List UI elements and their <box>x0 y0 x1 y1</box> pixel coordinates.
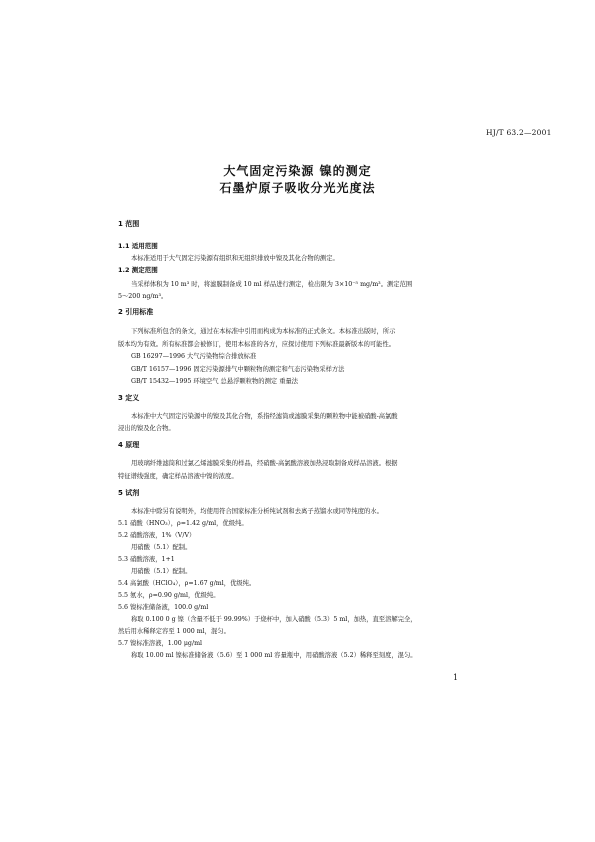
section-3-text-1: 本标准中大气固定污染源中的镍及其化合物，系指经滤筒或滤膜采集的颗粒物中能被硝酸-高氯酸 <box>131 413 398 420</box>
section-4-heading: 4 原理 <box>118 441 140 449</box>
section-1-2-text-1: 当采样体积为 10 m³ 时，将滤膜制备成 10 ml 样品进行测定，检出限为 3×10⁻⁵ mg/m³。测定范围 <box>131 281 413 288</box>
section-3-text-2: 浸出的镍及化合物。 <box>118 425 175 432</box>
title-line-1: 大气固定污染源 镍的测定 <box>223 164 372 178</box>
reagent-5-2: 5.2 硝酸溶液，1%（V/V） <box>118 532 196 539</box>
reagent-5-2-desc: 用硝酸（5.1）配制。 <box>131 544 192 551</box>
section-4-text-1: 用玻璃纤维滤筒和过氯乙烯滤膜采集的样品，经硝酸-高氯酸溶液加热浸取制备成样品溶液。根据 <box>131 460 398 467</box>
section-1-2-heading: 1.2 测定范围 <box>118 266 158 274</box>
reagent-5-3-desc: 用硝酸（5.1）配制。 <box>131 568 192 575</box>
section-4-text-2: 特征谱线强度，确定样品溶液中镍的浓度。 <box>118 473 238 480</box>
reagent-5-1: 5.1 硝酸（HNO₃），ρ=1.42 g/ml，优级纯。 <box>118 520 248 527</box>
reagent-5-7: 5.7 镍标准溶液，1.00 μg/ml <box>118 640 203 647</box>
section-1-heading: 1 范围 <box>118 220 140 228</box>
section-2-ref-3: GB/T 15432—1995 环境空气 总悬浮颗粒物的测定 重量法 <box>131 378 299 385</box>
section-5-heading: 5 试剂 <box>118 489 140 497</box>
section-1-1-heading: 1.1 适用范围 <box>118 242 158 250</box>
reagent-5-6-desc-1: 称取 0.100 0 g 镍（含量不低于 99.99%）于烧杯中，加入硝酸（5.3）5 ml，加热，直至溶解完全， <box>131 616 417 623</box>
reagent-5-6: 5.6 镍标准储备液，100.0 g/ml <box>118 604 209 611</box>
section-5-intro: 本标准中除另有说明外，均使用符合国家标准分析纯试剂和去离子蒸馏水或同等纯度的水。 <box>131 508 383 515</box>
section-2-ref-1: GB 16297—1996 大气污染物综合排放标准 <box>131 353 257 360</box>
reagent-5-5: 5.5 氨水，ρ=0.90 g/ml，优级纯。 <box>118 592 220 599</box>
section-2-heading: 2 引用标准 <box>118 308 154 316</box>
section-2-ref-2: GB/T 16157—1996 固定污染源排气中颗粒物的测定和气态污染物采样方法 <box>131 366 345 373</box>
section-3-heading: 3 定义 <box>118 394 140 402</box>
reagent-5-4: 5.4 高氯酸（HClO₄），ρ=1.67 g/ml，优级纯。 <box>118 580 256 587</box>
section-2-text-1: 下列标准所包含的条文，通过在本标准中引用而构成为本标准的正式条文。本标准出版时，所示 <box>131 328 396 335</box>
reagent-5-7-desc: 称取 10.00 ml 镍标准储备液（5.6）至 1 000 ml 容量瓶中，用硝酸溶液（5.2）稀释至刻度，混匀。 <box>131 652 417 659</box>
page-number: 1 <box>453 673 459 682</box>
standard-code: HJ/T 63.2—2001 <box>486 128 552 137</box>
section-1-1-text: 本标准适用于大气固定污染源有组织和无组织排放中镍及其化合物的测定。 <box>131 255 339 262</box>
section-2-text-2: 版本均为有效。所有标准都会被修订，使用本标准的各方，应探讨使用下列标准最新版本的可能性。 <box>118 341 396 348</box>
title-line-2: 石墨炉原子吸收分光光度法 <box>219 181 376 195</box>
section-1-2-text-2: 5～200 ng/m³。 <box>118 293 168 300</box>
reagent-5-6-desc-2: 然后用水稀释定容至 1 000 ml，混匀。 <box>118 628 230 635</box>
reagent-5-3: 5.3 硝酸溶液，1+1 <box>118 556 175 563</box>
